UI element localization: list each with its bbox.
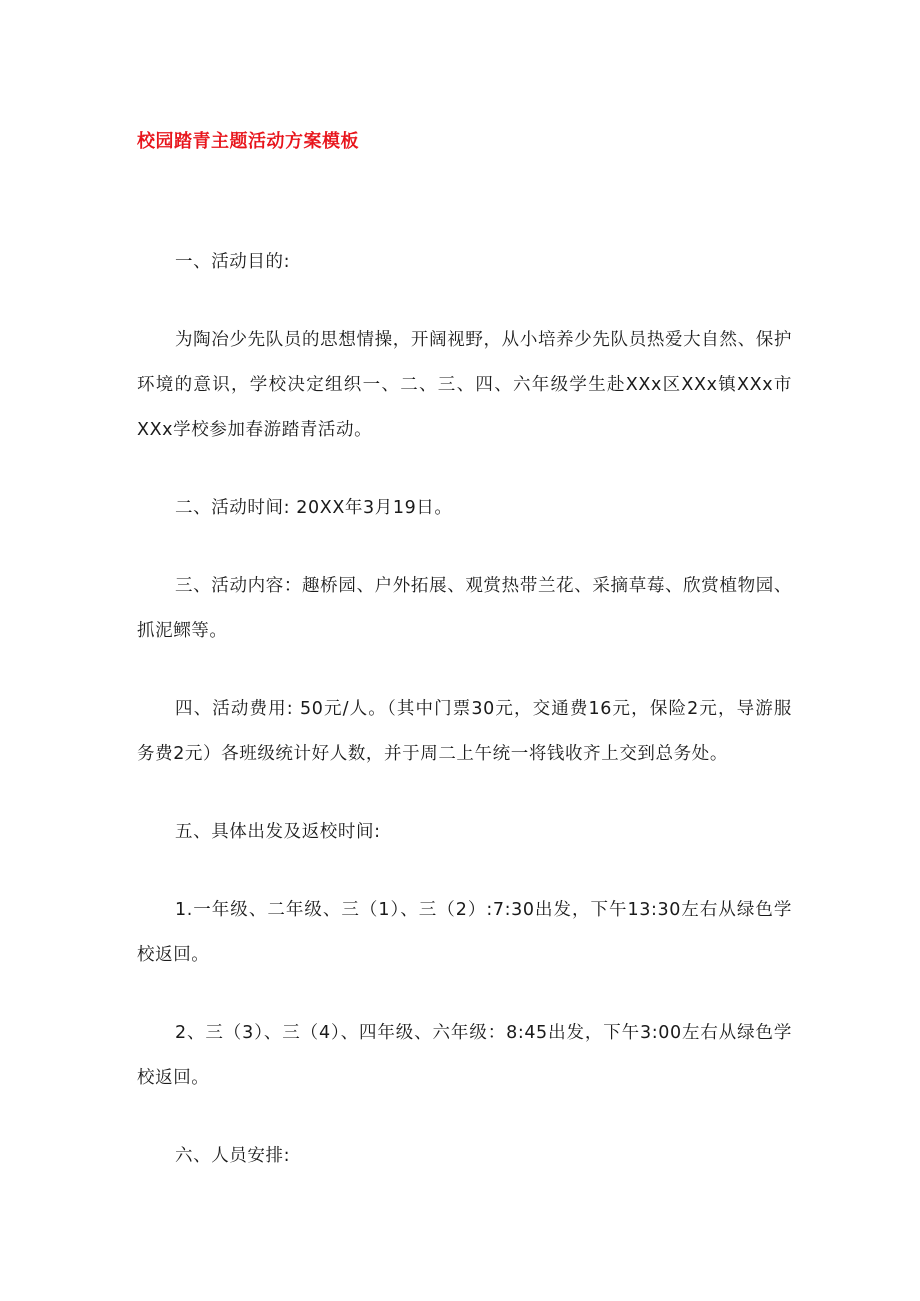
paragraph-time: 二、活动时间: 20XX年3月19日。 — [175, 498, 453, 518]
document-body — [137, 240, 792, 1212]
section-heading-staff: 六、人员安排: — [175, 1146, 291, 1166]
section-heading-purpose: 一、活动目的: — [175, 252, 291, 272]
paragraph-schedule-group-1: 1.一年级、二年级、三（1）、三（2）:7:30出发，下午13:30左右从绿色学校返回。 — [137, 900, 792, 965]
paragraph-schedule-group-2: 2、三（3）、三（4）、四年级、六年级：8:45出发，下午3:00左右从绿色学校返回。 — [137, 1023, 792, 1088]
paragraph-purpose: 为陶冶少先队员的思想情操，开阔视野，从小培养少先队员热爱大自然、保护环境的意识，学校决定组织一、二、三、四、六年级学生赴XXx区XXx镇XXx市XXx学校参加春游踏青活动。 — [137, 330, 792, 440]
document-title: 校园踏青主题活动方案模板 — [137, 131, 359, 152]
section-heading-schedule: 五、具体出发及返校时间: — [175, 822, 381, 842]
paragraph-cost: 四、活动费用: 50元/人。（其中门票30元，交通费16元，保险2元，导游服务费2元）各班级统计好人数，并于周二上午统一将钱收齐上交到总务处。 — [137, 699, 792, 764]
paragraph-content: 三、活动内容：趣桥园、户外拓展、观赏热带兰花、采摘草莓、欣赏植物园、抓泥鳏等。 — [137, 576, 792, 641]
